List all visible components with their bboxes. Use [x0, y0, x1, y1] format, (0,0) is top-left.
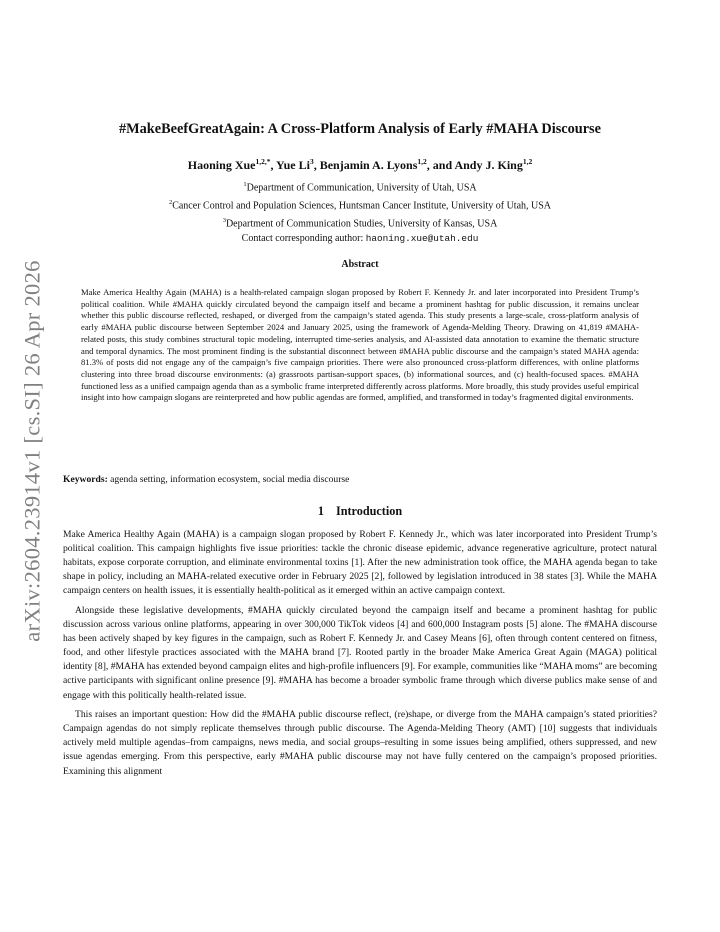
keywords-text: agenda setting, information ecosystem, social media discourse — [110, 474, 350, 485]
body-paragraph: This raises an important question: How did the #MAHA public discourse reflect, (re)shape, or diverge from the MAHA campaign’s stated priorities? Campaign agendas do not simply replicate themselves through public discourse. The Agenda-Melding Theory (AMT) [10] suggests that individuals actively meld multiple agendas–from campaigns, news media, and social groups–resulting in some issues being amplified, others suppressed, and new issue agendas emerging. From this perspective, early #MAHA public discourse may not have fully centered on the campaign’s proposed priorities. Examining this alignment — [63, 709, 657, 777]
arxiv-identifier-text: arXiv:2604.23914v1 [cs.SI] 26 Apr 2026 — [20, 260, 45, 642]
affiliation: $^2$Cancer Control and Population Sciences, Huntsman Cancer Institute, University of Utah, USA — [168, 198, 552, 212]
affiliation-list — [63, 178, 657, 246]
contact-email[interactable]: haoning.xue@utah.edu — [365, 232, 479, 244]
author: Haoning Xue$^{1,2,*}$, — [187, 157, 277, 172]
arxiv-identifier-stamp — [8, 262, 58, 640]
author: Yue Li$^3$, — [276, 157, 320, 172]
contact-line: Contact corresponding author: haoning.xue@utah.edu — [241, 232, 479, 244]
keywords-line — [63, 474, 657, 485]
introduction-body — [63, 528, 657, 784]
author: Andy J. King$^{1,2}$ — [454, 157, 533, 172]
affiliation: $^1$Department of Communication, University of Utah, USA — [243, 181, 477, 194]
body-paragraph: Make America Healthy Again (MAHA) is a campaign slogan proposed by Robert F. Kennedy Jr., which was later incorporated into President Trump’s political coalition. This campaign highlights five issue priorities: tackle the chronic disease epidemic, advance regenerative agriculture, protect natural habitats, expose corporate corruption, and eliminate environmental toxins [1]. After the new administration took office, the MAHA agenda began to take shape in policy, including an MAHA-related executive order in February 2025 [2], followed by legislation introduced in 38 states [3]. While the MAHA campaign centers on health issues, it is essentially health-political as it emerged within an active campaign context. — [63, 529, 657, 597]
affiliation: $^3$Department of Communication Studies, University of Kansas, USA — [222, 216, 498, 230]
paper-title: #MakeBeefGreatAgain: A Cross-Platform Analysis of Early #MAHA Discourse — [119, 121, 601, 137]
author: Benjamin A. Lyons$^{1,2}$, and — [319, 157, 455, 172]
section-heading-introduction — [63, 504, 657, 519]
abstract-text: Make America Healthy Again (MAHA) is a health-related campaign slogan proposed by Robert F. Kennedy Jr. and later incorporated into President Trump’s political coalition. While #MAHA quickly circulated beyond the campaign itself and became a prominent hashtag for public discussion, it remains unclear whether this public discourse reflected, reshaped, or diverged from the campaign’s stated agenda. This study presents a large-scale, cross-platform analysis of early #MAHA public discourse between September 2024 and January 2025, using the framework of Agenda-Melding Theory. Drawing on 41,819 #MAHA-related posts, this study combines structural topic modeling, interrupted time-series analysis, and AI-assisted data annotation to examine the thematic structure and temporal dynamics. The most prominent finding is the substantial disconnect between #MAHA public discourse and the campaign’s stated MAHA agenda: 81.3% of posts did not engage any of the campaign’s five campaign priorities. There were also pronounced cross-platform differences, with online platforms clustering into three broad discourse environments: (a) grassroots partisan-support spaces, (b) informational sources, and (c) health-focused spaces. #MAHA functioned less as a unified campaign agenda than as a symbolic frame interpreted differently across platforms. More broadly, this study provides useful empirical insight into how campaign slogans are reinterpreted and how public agendas are formed, amplified, and transformed in today’s fragmented digital environments. — [81, 287, 639, 403]
body-paragraph: Alongside these legislative developments, #MAHA quickly circulated beyond the campaign itself and became a prominent hashtag for public discussion across various online platforms, appearing in over 300,000 TikTok videos [4] and 600,000 Instagram posts [5] alone. The #MAHA discourse has been actively shaped by key figures in the campaign, such as Robert F. Kennedy Jr. and Casey Means [6], often through content centered on fitness, food, and other lifestyle practices associated with the MAHA brand [7]. Rooted partly in the broader Make America Great Again (MAGA) political identity [8], #MAHA has extended beyond campaign elites and high-profile influencers [9]. For example, communities like “MAHA moms” are becoming active participants with significant online presence [9]. #MAHA has become a broader symbolic frame through which diverse publics make sense of and engage with this politically health-related issue. — [63, 604, 657, 701]
abstract-heading: Abstract — [341, 259, 379, 270]
section-title: Introduction — [335, 504, 403, 518]
author-list — [63, 157, 657, 173]
keywords-label: Keywords: — [63, 474, 108, 485]
section-number: 1 — [317, 504, 324, 518]
